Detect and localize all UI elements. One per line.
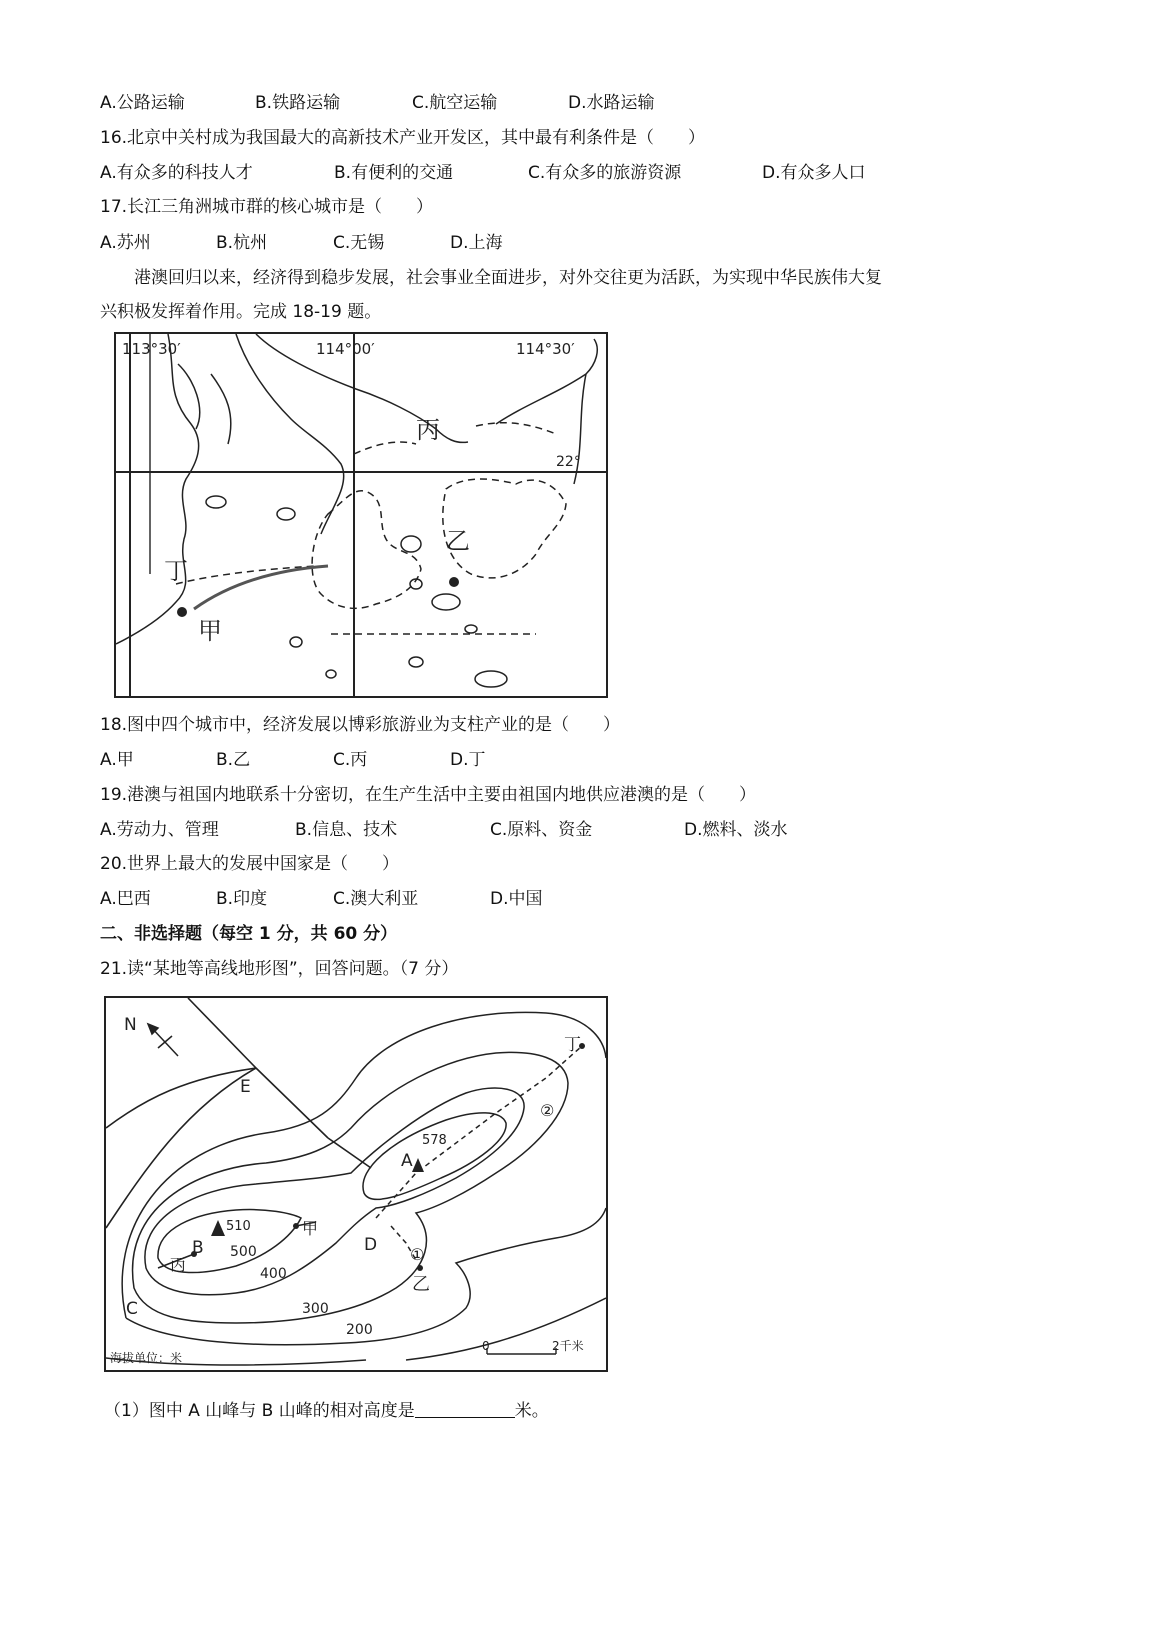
point-c-label: C [126, 1299, 138, 1319]
hk-macau-map [114, 332, 608, 698]
q21-sub1-suffix: 米。 [514, 1401, 549, 1421]
marker-circle-1: ① [410, 1245, 425, 1264]
q19-option-a[interactable]: A.劳动力、管理 [100, 820, 219, 840]
map1-lat: 22° [556, 454, 581, 470]
q17-stem: 17.长江三角洲城市群的核心城市是（ ） [100, 197, 434, 217]
label-yi: 乙 [412, 1274, 430, 1295]
q17-option-a[interactable]: A.苏州 [100, 233, 151, 253]
intro-line-2: 兴积极发挥着作用。完成 18-19 题。 [100, 302, 382, 322]
elevation-unit-label: 海拔单位：米 [110, 1351, 183, 1365]
label-jia: 甲 [302, 1219, 319, 1238]
map1-lon-right: 114°30′ [516, 340, 575, 358]
peak-a-label: A [401, 1151, 413, 1171]
north-label: N [124, 1015, 137, 1035]
q16-option-b[interactable]: B.有便利的交通 [334, 163, 454, 183]
q20-option-c[interactable]: C.澳大利亚 [333, 889, 419, 909]
scale-zero: 0 [482, 1339, 490, 1353]
q16-option-d[interactable]: D.有众多人口 [762, 163, 866, 183]
map1-label-ding: 丁 [164, 557, 188, 585]
q21-sub1 [104, 1400, 549, 1422]
q19-stem: 19.港澳与祖国内地联系十分密切，在生产生活中主要由祖国内地供应港澳的是（ ） [100, 785, 757, 805]
section-2-title: 二、非选择题（每空 1 分，共 60 分） [100, 924, 398, 944]
marker-circle-2: ② [540, 1101, 555, 1120]
q18-option-a[interactable]: A.甲 [100, 750, 134, 770]
q16-option-a[interactable]: A.有众多的科技人才 [100, 163, 253, 183]
map1-label-bing: 丙 [416, 416, 440, 444]
contour-300-label: 300 [302, 1301, 329, 1317]
label-ding: 丁 [564, 1035, 581, 1055]
q19-option-b[interactable]: B.信息、技术 [295, 820, 398, 840]
q16-stem: 16.北京中关村成为我国最大的高新技术产业开发区，其中最有利条件是（ ） [100, 128, 706, 148]
map1-lon-mid: 114°00′ [316, 340, 375, 358]
q20-option-a[interactable]: A.巴西 [100, 889, 151, 909]
map1-label-jia: 甲 [198, 617, 222, 645]
q20-option-b[interactable]: B.印度 [216, 889, 268, 909]
map1-label-yi: 乙 [446, 527, 470, 555]
q15-option-a[interactable]: A.公路运输 [100, 93, 185, 113]
contour-200-label: 200 [346, 1322, 373, 1338]
q21-stem: 21.读“某地等高线地形图”，回答问题。（7 分） [100, 959, 459, 979]
q15-option-b[interactable]: B.铁路运输 [255, 93, 341, 113]
q19-option-c[interactable]: C.原料、资金 [490, 820, 593, 840]
map1-lon-left: 113°30′ [122, 340, 181, 358]
q18-option-b[interactable]: B.乙 [216, 750, 251, 770]
q17-option-b[interactable]: B.杭州 [216, 233, 268, 253]
peak-b-elevation: 510 [226, 1219, 251, 1234]
point-e-label: E [240, 1077, 251, 1097]
contour-map [104, 996, 608, 1372]
q17-option-c[interactable]: C.无锡 [333, 233, 385, 253]
point-d-label: D [364, 1235, 378, 1255]
q16-option-c[interactable]: C.有众多的旅游资源 [528, 163, 682, 183]
q20-option-d[interactable]: D.中国 [490, 889, 543, 909]
q18-option-c[interactable]: C.丙 [333, 750, 368, 770]
q18-stem: 18.图中四个城市中，经济发展以博彩旅游业为支柱产业的是（ ） [100, 715, 621, 735]
scale-length: 2千米 [552, 1339, 584, 1353]
q15-option-c[interactable]: C.航空运输 [412, 93, 498, 113]
q19-option-d[interactable]: D.燃料、淡水 [684, 820, 788, 840]
label-bing: 丙 [170, 1255, 187, 1274]
peak-a-elevation: 578 [422, 1133, 447, 1148]
q15-option-d[interactable]: D.水路运输 [568, 93, 655, 113]
answer-blank[interactable] [415, 1401, 515, 1418]
contour-500-label: 500 [230, 1244, 257, 1260]
contour-400-label: 400 [260, 1266, 287, 1282]
intro-line-1: 港澳回归以来，经济得到稳步发展，社会事业全面进步，对外交往更为活跃，为实现中华民族伟大复 [134, 268, 882, 288]
q20-stem: 20.世界上最大的发展中国家是（ ） [100, 854, 400, 874]
q21-sub1-prefix: （1）图中 A 山峰与 B 山峰的相对高度是 [104, 1401, 415, 1421]
q17-option-d[interactable]: D.上海 [450, 233, 503, 253]
peak-b-label: B [192, 1238, 204, 1258]
q18-option-d[interactable]: D.丁 [450, 750, 486, 770]
